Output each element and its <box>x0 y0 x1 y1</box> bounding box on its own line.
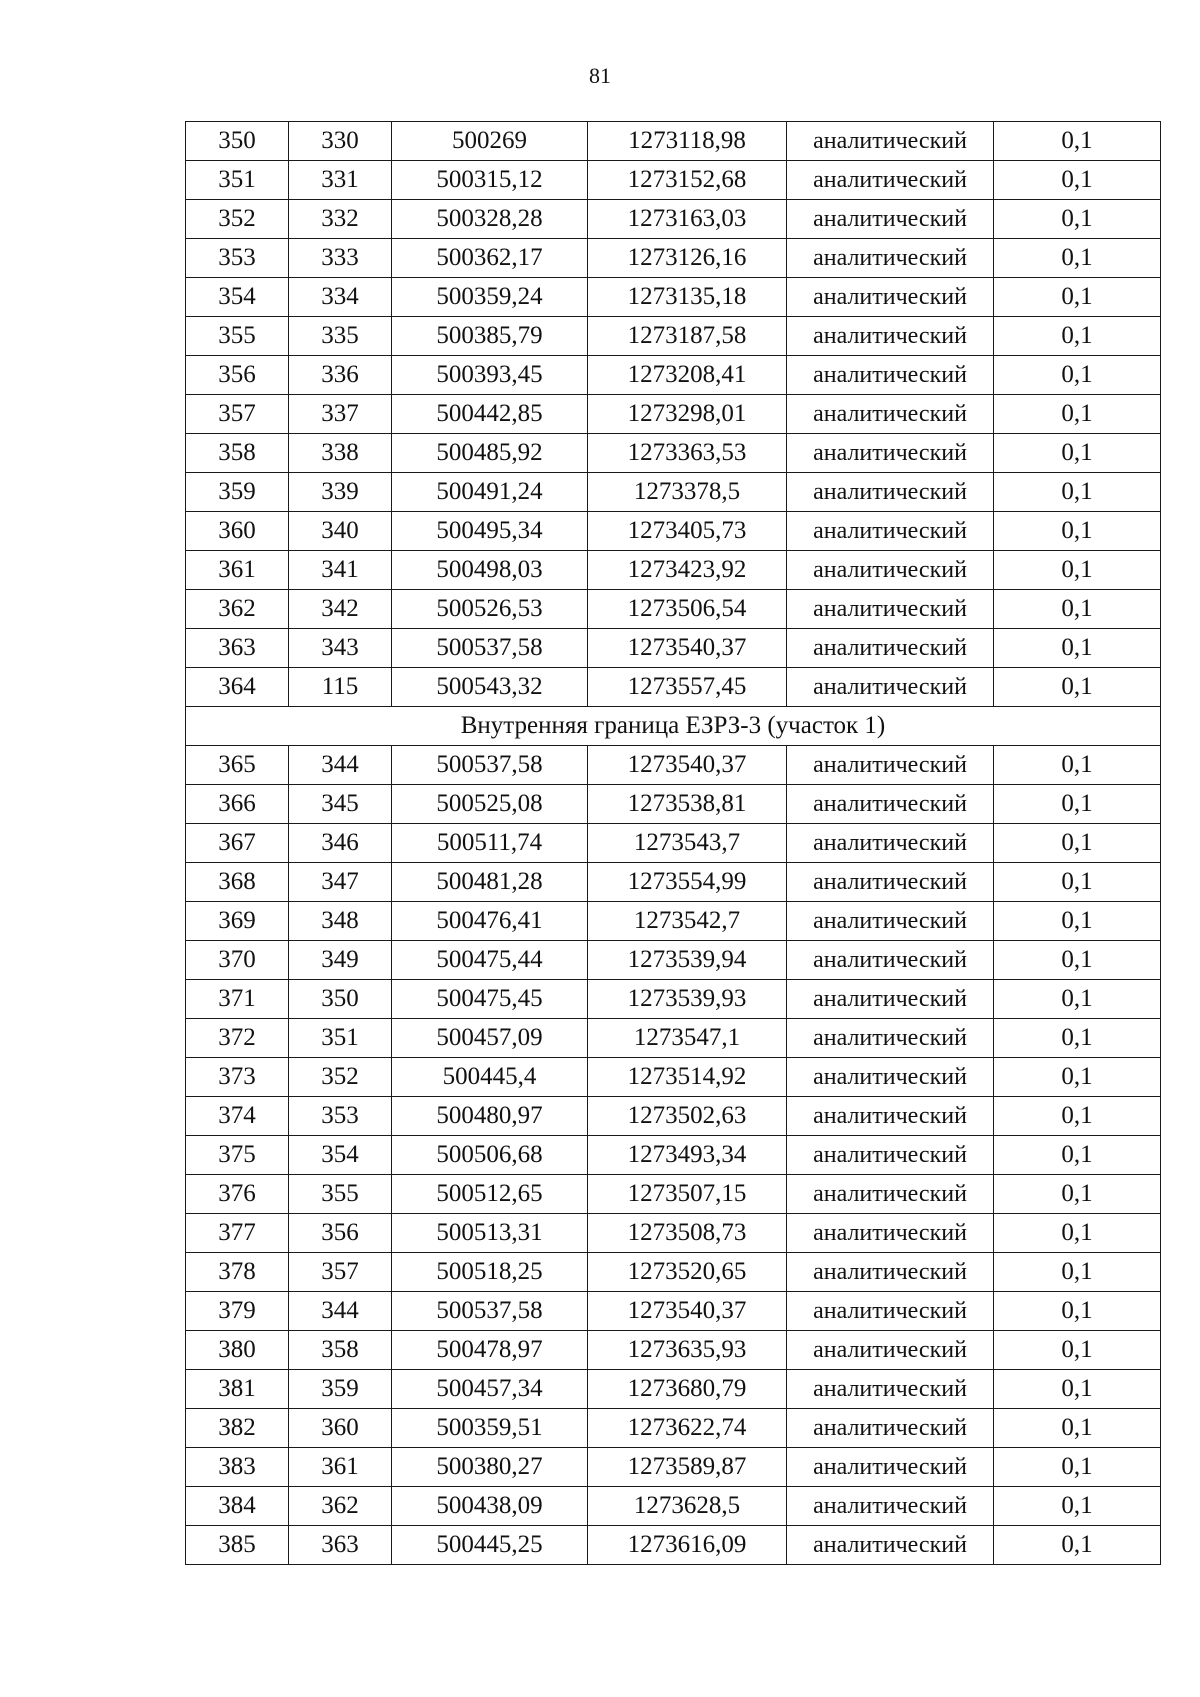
table-row <box>186 590 1161 629</box>
method-cell: аналитический <box>787 941 994 980</box>
vertex-number-cell: 345 <box>289 785 392 824</box>
vertex-number-cell: 337 <box>289 395 392 434</box>
method-cell: аналитический <box>787 1175 994 1214</box>
vertex-number-cell: 333 <box>289 239 392 278</box>
y-coordinate-cell: 1273539,93 <box>588 980 787 1019</box>
accuracy-cell: 0,1 <box>994 239 1161 278</box>
table-row <box>186 1448 1161 1487</box>
x-coordinate-cell: 500537,58 <box>392 629 588 668</box>
point-number-cell: 374 <box>186 1097 289 1136</box>
vertex-number-cell: 354 <box>289 1136 392 1175</box>
x-coordinate-cell: 500525,08 <box>392 785 588 824</box>
method-cell: аналитический <box>787 395 994 434</box>
x-coordinate-cell: 500498,03 <box>392 551 588 590</box>
method-cell: аналитический <box>787 434 994 473</box>
x-coordinate-cell: 500481,28 <box>392 863 588 902</box>
method-cell: аналитический <box>787 1370 994 1409</box>
accuracy-cell: 0,1 <box>994 902 1161 941</box>
method-cell: аналитический <box>787 551 994 590</box>
x-coordinate-cell: 500457,09 <box>392 1019 588 1058</box>
point-number-cell: 371 <box>186 980 289 1019</box>
y-coordinate-cell: 1273557,45 <box>588 668 787 707</box>
vertex-number-cell: 349 <box>289 941 392 980</box>
point-number-cell: 375 <box>186 1136 289 1175</box>
y-coordinate-cell: 1273540,37 <box>588 746 787 785</box>
method-cell: аналитический <box>787 473 994 512</box>
accuracy-cell: 0,1 <box>994 1370 1161 1409</box>
accuracy-cell: 0,1 <box>994 356 1161 395</box>
y-coordinate-cell: 1273363,53 <box>588 434 787 473</box>
table-row <box>186 1487 1161 1526</box>
point-number-cell: 368 <box>186 863 289 902</box>
accuracy-cell: 0,1 <box>994 746 1161 785</box>
vertex-number-cell: 355 <box>289 1175 392 1214</box>
point-number-cell: 379 <box>186 1292 289 1331</box>
accuracy-cell: 0,1 <box>994 590 1161 629</box>
accuracy-cell: 0,1 <box>994 317 1161 356</box>
method-cell: аналитический <box>787 902 994 941</box>
accuracy-cell: 0,1 <box>994 824 1161 863</box>
table-row <box>186 902 1161 941</box>
point-number-cell: 377 <box>186 1214 289 1253</box>
vertex-number-cell: 351 <box>289 1019 392 1058</box>
point-number-cell: 369 <box>186 902 289 941</box>
point-number-cell: 378 <box>186 1253 289 1292</box>
vertex-number-cell: 346 <box>289 824 392 863</box>
method-cell: аналитический <box>787 1136 994 1175</box>
method-cell: аналитический <box>787 863 994 902</box>
table-row <box>186 785 1161 824</box>
vertex-number-cell: 358 <box>289 1331 392 1370</box>
accuracy-cell: 0,1 <box>994 122 1161 161</box>
y-coordinate-cell: 1273680,79 <box>588 1370 787 1409</box>
vertex-number-cell: 339 <box>289 473 392 512</box>
vertex-number-cell: 359 <box>289 1370 392 1409</box>
point-number-cell: 382 <box>186 1409 289 1448</box>
method-cell: аналитический <box>787 824 994 863</box>
point-number-cell: 352 <box>186 200 289 239</box>
method-cell: аналитический <box>787 785 994 824</box>
y-coordinate-cell: 1273520,65 <box>588 1253 787 1292</box>
method-cell: аналитический <box>787 1487 994 1526</box>
x-coordinate-cell: 500511,74 <box>392 824 588 863</box>
x-coordinate-cell: 500480,97 <box>392 1097 588 1136</box>
x-coordinate-cell: 500362,17 <box>392 239 588 278</box>
vertex-number-cell: 334 <box>289 278 392 317</box>
point-number-cell: 385 <box>186 1526 289 1565</box>
accuracy-cell: 0,1 <box>994 395 1161 434</box>
method-cell: аналитический <box>787 1214 994 1253</box>
y-coordinate-cell: 1273554,99 <box>588 863 787 902</box>
point-number-cell: 372 <box>186 1019 289 1058</box>
point-number-cell: 373 <box>186 1058 289 1097</box>
point-number-cell: 362 <box>186 590 289 629</box>
method-cell: аналитический <box>787 278 994 317</box>
vertex-number-cell: 357 <box>289 1253 392 1292</box>
table-row <box>186 1331 1161 1370</box>
accuracy-cell: 0,1 <box>994 1097 1161 1136</box>
method-cell: аналитический <box>787 1253 994 1292</box>
point-number-cell: 358 <box>186 434 289 473</box>
point-number-cell: 365 <box>186 746 289 785</box>
method-cell: аналитический <box>787 980 994 1019</box>
vertex-number-cell: 332 <box>289 200 392 239</box>
point-number-cell: 384 <box>186 1487 289 1526</box>
point-number-cell: 363 <box>186 629 289 668</box>
table-row <box>186 824 1161 863</box>
y-coordinate-cell: 1273589,87 <box>588 1448 787 1487</box>
point-number-cell: 350 <box>186 122 289 161</box>
y-coordinate-cell: 1273163,03 <box>588 200 787 239</box>
accuracy-cell: 0,1 <box>994 1292 1161 1331</box>
table-row <box>186 434 1161 473</box>
point-number-cell: 357 <box>186 395 289 434</box>
accuracy-cell: 0,1 <box>994 278 1161 317</box>
method-cell: аналитический <box>787 1448 994 1487</box>
section-title: Внутренняя граница ЕЗРЗ-3 (участок 1) <box>186 707 1161 746</box>
x-coordinate-cell: 500442,85 <box>392 395 588 434</box>
y-coordinate-cell: 1273622,74 <box>588 1409 787 1448</box>
point-number-cell: 383 <box>186 1448 289 1487</box>
x-coordinate-cell: 500475,45 <box>392 980 588 1019</box>
x-coordinate-cell: 500385,79 <box>392 317 588 356</box>
x-coordinate-cell: 500315,12 <box>392 161 588 200</box>
y-coordinate-cell: 1273502,63 <box>588 1097 787 1136</box>
table-row <box>186 1175 1161 1214</box>
table-row <box>186 278 1161 317</box>
y-coordinate-cell: 1273208,41 <box>588 356 787 395</box>
vertex-number-cell: 356 <box>289 1214 392 1253</box>
method-cell: аналитический <box>787 317 994 356</box>
x-coordinate-cell: 500393,45 <box>392 356 588 395</box>
x-coordinate-cell: 500475,44 <box>392 941 588 980</box>
point-number-cell: 376 <box>186 1175 289 1214</box>
point-number-cell: 361 <box>186 551 289 590</box>
y-coordinate-cell: 1273298,01 <box>588 395 787 434</box>
y-coordinate-cell: 1273616,09 <box>588 1526 787 1565</box>
method-cell: аналитический <box>787 1331 994 1370</box>
point-number-cell: 351 <box>186 161 289 200</box>
y-coordinate-cell: 1273543,7 <box>588 824 787 863</box>
point-number-cell: 366 <box>186 785 289 824</box>
vertex-number-cell: 343 <box>289 629 392 668</box>
point-number-cell: 355 <box>186 317 289 356</box>
point-number-cell: 354 <box>186 278 289 317</box>
y-coordinate-cell: 1273118,98 <box>588 122 787 161</box>
table-row <box>186 200 1161 239</box>
x-coordinate-cell: 500445,4 <box>392 1058 588 1097</box>
accuracy-cell: 0,1 <box>994 1448 1161 1487</box>
method-cell: аналитический <box>787 629 994 668</box>
accuracy-cell: 0,1 <box>994 200 1161 239</box>
accuracy-cell: 0,1 <box>994 551 1161 590</box>
accuracy-cell: 0,1 <box>994 1253 1161 1292</box>
table-row <box>186 980 1161 1019</box>
accuracy-cell: 0,1 <box>994 1019 1161 1058</box>
accuracy-cell: 0,1 <box>994 161 1161 200</box>
y-coordinate-cell: 1273507,15 <box>588 1175 787 1214</box>
vertex-number-cell: 115 <box>289 668 392 707</box>
method-cell: аналитический <box>787 1097 994 1136</box>
accuracy-cell: 0,1 <box>994 668 1161 707</box>
vertex-number-cell: 338 <box>289 434 392 473</box>
point-number-cell: 353 <box>186 239 289 278</box>
table-row <box>186 122 1161 161</box>
x-coordinate-cell: 500512,65 <box>392 1175 588 1214</box>
x-coordinate-cell: 500491,24 <box>392 473 588 512</box>
table-row <box>186 746 1161 785</box>
accuracy-cell: 0,1 <box>994 1058 1161 1097</box>
table-row <box>186 863 1161 902</box>
accuracy-cell: 0,1 <box>994 1214 1161 1253</box>
point-number-cell: 364 <box>186 668 289 707</box>
y-coordinate-cell: 1273539,94 <box>588 941 787 980</box>
vertex-number-cell: 353 <box>289 1097 392 1136</box>
vertex-number-cell: 344 <box>289 1292 392 1331</box>
vertex-number-cell: 361 <box>289 1448 392 1487</box>
method-cell: аналитический <box>787 356 994 395</box>
vertex-number-cell: 347 <box>289 863 392 902</box>
x-coordinate-cell: 500526,53 <box>392 590 588 629</box>
x-coordinate-cell: 500438,09 <box>392 1487 588 1526</box>
accuracy-cell: 0,1 <box>994 1526 1161 1565</box>
table-row <box>186 473 1161 512</box>
table-row <box>186 512 1161 551</box>
y-coordinate-cell: 1273506,54 <box>588 590 787 629</box>
x-coordinate-cell: 500445,25 <box>392 1526 588 1565</box>
accuracy-cell: 0,1 <box>994 863 1161 902</box>
method-cell: аналитический <box>787 161 994 200</box>
table-row <box>186 1409 1161 1448</box>
method-cell: аналитический <box>787 1526 994 1565</box>
vertex-number-cell: 352 <box>289 1058 392 1097</box>
accuracy-cell: 0,1 <box>994 941 1161 980</box>
x-coordinate-cell: 500478,97 <box>392 1331 588 1370</box>
y-coordinate-cell: 1273538,81 <box>588 785 787 824</box>
vertex-number-cell: 336 <box>289 356 392 395</box>
y-coordinate-cell: 1273628,5 <box>588 1487 787 1526</box>
table-row <box>186 941 1161 980</box>
accuracy-cell: 0,1 <box>994 629 1161 668</box>
point-number-cell: 360 <box>186 512 289 551</box>
method-cell: аналитический <box>787 590 994 629</box>
x-coordinate-cell: 500269 <box>392 122 588 161</box>
method-cell: аналитический <box>787 1409 994 1448</box>
accuracy-cell: 0,1 <box>994 1175 1161 1214</box>
table-row <box>186 1058 1161 1097</box>
y-coordinate-cell: 1273378,5 <box>588 473 787 512</box>
y-coordinate-cell: 1273135,18 <box>588 278 787 317</box>
x-coordinate-cell: 500476,41 <box>392 902 588 941</box>
x-coordinate-cell: 500513,31 <box>392 1214 588 1253</box>
table-row <box>186 356 1161 395</box>
y-coordinate-cell: 1273187,58 <box>588 317 787 356</box>
vertex-number-cell: 335 <box>289 317 392 356</box>
vertex-number-cell: 331 <box>289 161 392 200</box>
method-cell: аналитический <box>787 1019 994 1058</box>
y-coordinate-cell: 1273540,37 <box>588 629 787 668</box>
table-row <box>186 1214 1161 1253</box>
table-row <box>186 161 1161 200</box>
table-row <box>186 1526 1161 1565</box>
table-row <box>186 629 1161 668</box>
accuracy-cell: 0,1 <box>994 473 1161 512</box>
x-coordinate-cell: 500359,51 <box>392 1409 588 1448</box>
table-row <box>186 1370 1161 1409</box>
point-number-cell: 356 <box>186 356 289 395</box>
coordinates-table-body <box>186 122 1161 1565</box>
accuracy-cell: 0,1 <box>994 1409 1161 1448</box>
x-coordinate-cell: 500457,34 <box>392 1370 588 1409</box>
x-coordinate-cell: 500506,68 <box>392 1136 588 1175</box>
y-coordinate-cell: 1273508,73 <box>588 1214 787 1253</box>
table-row <box>186 1097 1161 1136</box>
y-coordinate-cell: 1273423,92 <box>588 551 787 590</box>
table-row <box>186 551 1161 590</box>
point-number-cell: 367 <box>186 824 289 863</box>
method-cell: аналитический <box>787 239 994 278</box>
x-coordinate-cell: 500495,34 <box>392 512 588 551</box>
method-cell: аналитический <box>787 512 994 551</box>
x-coordinate-cell: 500328,28 <box>392 200 588 239</box>
accuracy-cell: 0,1 <box>994 785 1161 824</box>
section-header-row <box>186 707 1161 746</box>
point-number-cell: 370 <box>186 941 289 980</box>
table-row <box>186 1292 1161 1331</box>
table-row <box>186 1253 1161 1292</box>
method-cell: аналитический <box>787 1058 994 1097</box>
vertex-number-cell: 330 <box>289 122 392 161</box>
method-cell: аналитический <box>787 200 994 239</box>
accuracy-cell: 0,1 <box>994 980 1161 1019</box>
point-number-cell: 381 <box>186 1370 289 1409</box>
y-coordinate-cell: 1273542,7 <box>588 902 787 941</box>
page-number: 81 <box>589 63 611 88</box>
table-row <box>186 239 1161 278</box>
vertex-number-cell: 344 <box>289 746 392 785</box>
vertex-number-cell: 362 <box>289 1487 392 1526</box>
method-cell: аналитический <box>787 668 994 707</box>
y-coordinate-cell: 1273405,73 <box>588 512 787 551</box>
x-coordinate-cell: 500537,58 <box>392 1292 588 1331</box>
x-coordinate-cell: 500543,32 <box>392 668 588 707</box>
accuracy-cell: 0,1 <box>994 434 1161 473</box>
y-coordinate-cell: 1273635,93 <box>588 1331 787 1370</box>
x-coordinate-cell: 500537,58 <box>392 746 588 785</box>
vertex-number-cell: 350 <box>289 980 392 1019</box>
x-coordinate-cell: 500518,25 <box>392 1253 588 1292</box>
table-row <box>186 395 1161 434</box>
vertex-number-cell: 342 <box>289 590 392 629</box>
y-coordinate-cell: 1273514,92 <box>588 1058 787 1097</box>
x-coordinate-cell: 500359,24 <box>392 278 588 317</box>
y-coordinate-cell: 1273493,34 <box>588 1136 787 1175</box>
accuracy-cell: 0,1 <box>994 512 1161 551</box>
method-cell: аналитический <box>787 746 994 785</box>
accuracy-cell: 0,1 <box>994 1487 1161 1526</box>
vertex-number-cell: 340 <box>289 512 392 551</box>
vertex-number-cell: 363 <box>289 1526 392 1565</box>
coordinates-table <box>185 121 1161 1565</box>
point-number-cell: 359 <box>186 473 289 512</box>
point-number-cell: 380 <box>186 1331 289 1370</box>
accuracy-cell: 0,1 <box>994 1331 1161 1370</box>
vertex-number-cell: 360 <box>289 1409 392 1448</box>
vertex-number-cell: 348 <box>289 902 392 941</box>
table-row <box>186 1019 1161 1058</box>
table-row <box>186 317 1161 356</box>
table-row <box>186 1136 1161 1175</box>
vertex-number-cell: 341 <box>289 551 392 590</box>
table-row <box>186 668 1161 707</box>
y-coordinate-cell: 1273540,37 <box>588 1292 787 1331</box>
method-cell: аналитический <box>787 1292 994 1331</box>
method-cell: аналитический <box>787 122 994 161</box>
x-coordinate-cell: 500485,92 <box>392 434 588 473</box>
y-coordinate-cell: 1273126,16 <box>588 239 787 278</box>
y-coordinate-cell: 1273547,1 <box>588 1019 787 1058</box>
x-coordinate-cell: 500380,27 <box>392 1448 588 1487</box>
accuracy-cell: 0,1 <box>994 1136 1161 1175</box>
y-coordinate-cell: 1273152,68 <box>588 161 787 200</box>
